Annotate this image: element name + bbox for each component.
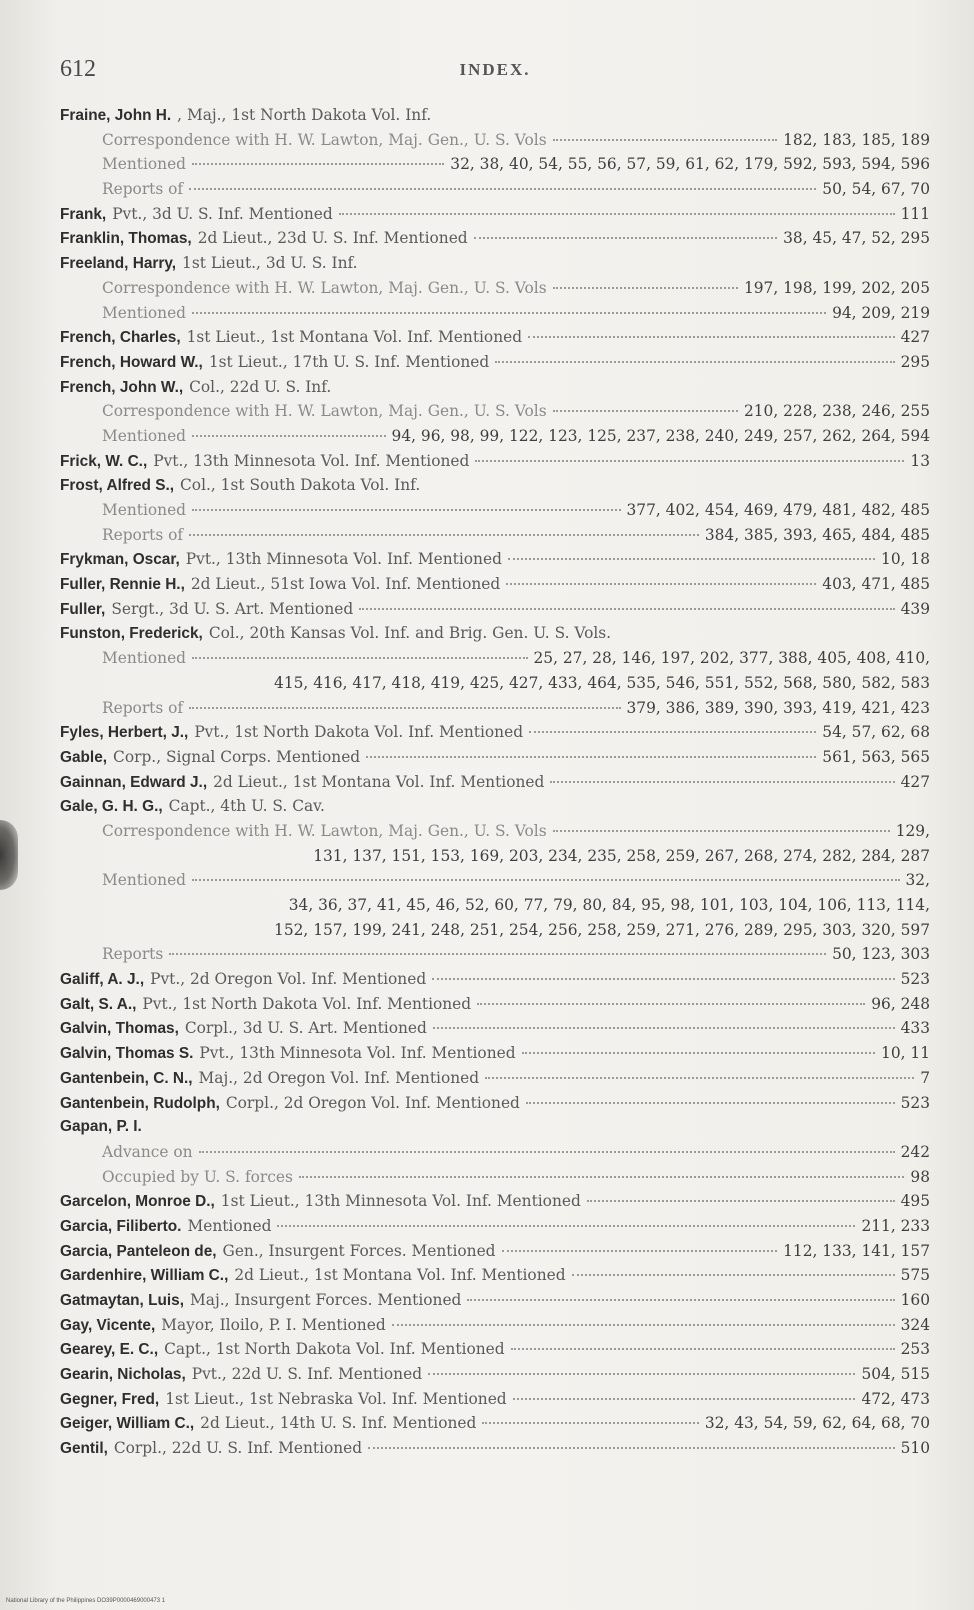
index-subentry bbox=[60, 152, 930, 177]
entry-description: Corpl., 22d U. S. Inf. Mentioned bbox=[113, 1439, 363, 1458]
page-references: 32, 43, 54, 59, 62, 64, 68, 70 bbox=[704, 1414, 930, 1433]
page-references: 32, bbox=[905, 871, 930, 890]
index-entry bbox=[60, 202, 930, 227]
entry-name: Freeland, Harry, bbox=[60, 255, 177, 273]
page-header bbox=[60, 56, 930, 86]
entry-name: Frykman, Oscar, bbox=[60, 551, 180, 569]
index-entry bbox=[60, 794, 930, 819]
page-references: 295 bbox=[900, 352, 930, 371]
entry-description: Mentioned bbox=[187, 1216, 272, 1235]
entry-name: Gantenbein, C. N., bbox=[60, 1069, 193, 1087]
index-entries bbox=[60, 103, 930, 1461]
dot-leader bbox=[366, 756, 816, 758]
page-references: 32, 38, 40, 54, 55, 56, 57, 59, 61, 62, 179, 592, 593, 594, 596 bbox=[450, 155, 930, 174]
page-references: 575 bbox=[900, 1266, 930, 1285]
dot-leader bbox=[550, 781, 894, 783]
entry-description: Pvt., 22d U. S. Inf. Mentioned bbox=[191, 1365, 423, 1384]
dot-leader bbox=[192, 657, 527, 659]
subentry-description: Advance on bbox=[102, 1142, 193, 1161]
index-entry bbox=[60, 1313, 930, 1338]
entry-name: Fraine, John H. bbox=[60, 107, 172, 124]
binding-shadow bbox=[0, 820, 18, 890]
page-references: 152, 157, 199, 241, 248, 251, 254, 256, 258, 259, 271, 276, 289, 295, 303, 320, 597 bbox=[274, 920, 930, 939]
entry-description: 2d Lieut., 23d U. S. Inf. Mentioned bbox=[197, 229, 468, 248]
entry-name: French, Charles, bbox=[60, 329, 181, 347]
index-entry bbox=[60, 1288, 930, 1313]
page-references: 403, 471, 485 bbox=[822, 575, 930, 594]
dot-leader bbox=[199, 1151, 895, 1153]
dot-leader bbox=[528, 336, 895, 338]
scan-footer: National Library of the Philippines DO39P0000469000473 1 bbox=[6, 1598, 166, 1604]
subentry-description: Reports of bbox=[102, 525, 184, 544]
index-subentry bbox=[60, 819, 930, 844]
page-references: 38, 45, 47, 52, 295 bbox=[783, 229, 930, 248]
entry-description: Col., 20th Kansas Vol. Inf. and Brig. Gen. U. S. Vols. bbox=[208, 624, 612, 643]
entry-name: Galvin, Thomas, bbox=[60, 1020, 179, 1038]
pages-continuation bbox=[60, 893, 930, 918]
dot-leader bbox=[502, 1250, 778, 1252]
page-references: 427 bbox=[900, 328, 930, 347]
page-references: 433 bbox=[900, 1019, 930, 1038]
entry-name: Gainnan, Edward J., bbox=[60, 773, 208, 791]
index-entry bbox=[60, 621, 930, 646]
entry-name: Franklin, Thomas, bbox=[60, 230, 192, 248]
page-references: 324 bbox=[900, 1315, 930, 1334]
dot-leader bbox=[192, 879, 899, 881]
subentry-description: Reports of bbox=[102, 698, 184, 717]
page-references: 253 bbox=[900, 1340, 930, 1359]
dot-leader bbox=[189, 534, 699, 536]
index-subentry bbox=[60, 177, 930, 202]
entry-description: 2d Lieut., 51st Iowa Vol. Inf. Mentioned bbox=[190, 575, 501, 594]
entry-name: Gentil, bbox=[60, 1440, 108, 1458]
index-entry bbox=[60, 547, 930, 572]
page-references: 10, 11 bbox=[881, 1044, 930, 1063]
dot-leader bbox=[474, 237, 777, 239]
index-subentry bbox=[60, 128, 930, 153]
page-references: 112, 133, 141, 157 bbox=[783, 1241, 930, 1260]
entry-name: Fyles, Herbert, J., bbox=[60, 724, 189, 742]
index-subentry bbox=[60, 301, 930, 326]
index-entry bbox=[60, 1387, 930, 1412]
index-entry bbox=[60, 226, 930, 251]
entry-description: , Maj., 1st North Dakota Vol. Inf. bbox=[177, 106, 432, 124]
entry-name: Gapan, P. I. bbox=[60, 1118, 142, 1136]
dot-leader bbox=[477, 1003, 865, 1005]
index-entry bbox=[60, 1214, 930, 1239]
index-entry bbox=[60, 1091, 930, 1116]
entry-description: Maj., 2d Oregon Vol. Inf. Mentioned bbox=[198, 1068, 480, 1087]
page-references: 98 bbox=[910, 1167, 930, 1186]
subentry-description: Mentioned bbox=[102, 871, 187, 890]
dot-leader bbox=[508, 558, 875, 560]
index-subentry bbox=[60, 942, 930, 967]
page-references: 182, 183, 185, 189 bbox=[783, 130, 930, 149]
index-subentry bbox=[60, 646, 930, 671]
index-subentry bbox=[60, 424, 930, 449]
entry-name: French, Howard W., bbox=[60, 353, 203, 371]
subentry-description: Mentioned bbox=[102, 303, 187, 322]
index-entry bbox=[60, 572, 930, 597]
index-entry bbox=[60, 1263, 930, 1288]
entry-name: Gable, bbox=[60, 748, 108, 766]
entry-name: Gatmaytan, Luis, bbox=[60, 1292, 185, 1309]
index-entry bbox=[60, 325, 930, 350]
dot-leader bbox=[475, 460, 904, 462]
dot-leader bbox=[432, 978, 894, 980]
entry-description: 2d Lieut., 1st Montana Vol. Inf. Mentioned bbox=[213, 772, 545, 791]
entry-description: 2d Lieut., 1st Montana Vol. Inf. Mentioned bbox=[234, 1266, 566, 1285]
page-references: 50, 54, 67, 70 bbox=[822, 180, 930, 199]
subentry-description: Mentioned bbox=[102, 426, 187, 445]
page-references: 504, 515 bbox=[861, 1365, 930, 1384]
entry-description: Corp., Signal Corps. Mentioned bbox=[113, 747, 361, 766]
dot-leader bbox=[169, 953, 826, 955]
page-references: 34, 36, 37, 41, 45, 46, 52, 60, 77, 79, 80, 84, 95, 98, 101, 103, 104, 106, 113, 114, bbox=[288, 896, 930, 914]
entry-description: Pvt., 1st North Dakota Vol. Inf. Mentioned bbox=[194, 723, 524, 742]
index-entry bbox=[60, 1066, 930, 1091]
page-references: 210, 228, 238, 246, 255 bbox=[743, 402, 930, 421]
dot-leader bbox=[495, 361, 894, 363]
page-references: 94, 209, 219 bbox=[832, 303, 930, 322]
index-entry bbox=[60, 770, 930, 795]
dot-leader bbox=[587, 1200, 895, 1202]
page-references: 50, 123, 303 bbox=[832, 945, 930, 964]
running-head: INDEX. bbox=[459, 60, 531, 79]
entry-description: 1st Lieut., 3d U. S. Inf. bbox=[182, 254, 358, 273]
index-subentry bbox=[60, 399, 930, 424]
entry-description: 2d Lieut., 14th U. S. Inf. Mentioned bbox=[200, 1414, 477, 1433]
index-entry bbox=[60, 1115, 930, 1140]
entry-name: Frost, Alfred S., bbox=[60, 477, 175, 495]
entry-description: Col., 22d U. S. Inf. bbox=[189, 377, 332, 396]
entry-name: Fuller, bbox=[60, 600, 106, 618]
pages-continuation bbox=[60, 844, 930, 869]
entry-name: Gearin, Nicholas, bbox=[60, 1366, 186, 1384]
subentry-description: Mentioned bbox=[102, 501, 187, 519]
index-entry bbox=[60, 251, 930, 276]
dot-leader bbox=[299, 1176, 905, 1178]
index-entry bbox=[60, 745, 930, 770]
dot-leader bbox=[553, 139, 778, 141]
page-references: 561, 563, 565 bbox=[822, 747, 930, 766]
dot-leader bbox=[511, 1348, 895, 1350]
entry-description: Maj., Insurgent Forces. Mentioned bbox=[190, 1291, 462, 1309]
entry-name: Frank, bbox=[60, 205, 107, 223]
page-references: 197, 198, 199, 202, 205 bbox=[743, 278, 930, 297]
page-references: 96, 248 bbox=[871, 994, 930, 1013]
subentry-description: Correspondence with H. W. Lawton, Maj. Gen., U. S. Vols bbox=[102, 278, 547, 297]
entry-description: Corpl., 2d Oregon Vol. Inf. Mentioned bbox=[225, 1093, 520, 1112]
page-references: 510 bbox=[900, 1439, 930, 1458]
page-references: 160 bbox=[900, 1291, 930, 1309]
page-references: 129, bbox=[895, 821, 930, 840]
page-references: 384, 385, 393, 465, 484, 485 bbox=[704, 525, 930, 544]
subentry-description: Correspondence with H. W. Lawton, Maj. Gen., U. S. Vols bbox=[102, 402, 547, 421]
dot-leader bbox=[368, 1447, 894, 1449]
entry-name: Gay, Vicente, bbox=[60, 1316, 156, 1334]
subentry-description: Correspondence with H. W. Lawton, Maj. Gen., U. S. Vols bbox=[102, 821, 547, 840]
page-references: 523 bbox=[900, 1093, 930, 1112]
page-references: 111 bbox=[900, 204, 930, 223]
dot-leader bbox=[192, 509, 620, 511]
entry-name: Galiff, A. J., bbox=[60, 971, 145, 989]
dot-leader bbox=[526, 1102, 895, 1104]
index-subentry bbox=[60, 498, 930, 523]
index-entry bbox=[60, 1411, 930, 1436]
page-references: 54, 57, 62, 68 bbox=[822, 723, 930, 742]
dot-leader bbox=[189, 707, 620, 709]
page-number: 612 bbox=[60, 56, 96, 82]
index-subentry bbox=[60, 1140, 930, 1165]
page-references: 7 bbox=[920, 1068, 930, 1087]
dot-leader bbox=[192, 435, 386, 437]
dot-leader bbox=[553, 830, 890, 832]
dot-leader bbox=[467, 1299, 894, 1301]
index-entry bbox=[60, 1362, 930, 1387]
entry-description: Mayor, Iloilo, P. I. Mentioned bbox=[161, 1315, 386, 1334]
entry-description: Capt., 4th U. S. Cav. bbox=[168, 797, 325, 816]
entry-name: Garcia, Panteleon de, bbox=[60, 1242, 217, 1260]
dot-leader bbox=[192, 312, 826, 314]
page-references: 379, 386, 389, 390, 393, 419, 421, 423 bbox=[626, 698, 930, 717]
entry-name: Gegner, Fred, bbox=[60, 1390, 160, 1408]
entry-description: Capt., 1st North Dakota Vol. Inf. Mentioned bbox=[164, 1340, 505, 1359]
page-references: 495 bbox=[900, 1192, 930, 1211]
index-entry bbox=[60, 1041, 930, 1066]
entry-description: Pvt., 13th Minnesota Vol. Inf. Mentioned bbox=[153, 451, 470, 470]
entry-name: Fuller, Rennie H., bbox=[60, 576, 185, 594]
page-references: 523 bbox=[900, 970, 930, 989]
entry-description: 1st Lieut., 1st Montana Vol. Inf. Mentioned bbox=[186, 328, 523, 347]
index-entry bbox=[60, 375, 930, 400]
page-references: 94, 96, 98, 99, 122, 123, 125, 237, 238, 240, 249, 257, 262, 264, 594 bbox=[391, 426, 930, 445]
entry-name: Gale, G. H. G., bbox=[60, 798, 163, 816]
entry-name: Garcelon, Monroe D., bbox=[60, 1193, 215, 1211]
dot-leader bbox=[553, 410, 738, 412]
page-references: 242 bbox=[900, 1142, 930, 1161]
page-references: 10, 18 bbox=[881, 550, 930, 569]
dot-leader bbox=[428, 1373, 855, 1375]
entry-name: Galt, S. A., bbox=[60, 995, 137, 1013]
entry-description: Gen., Insurgent Forces. Mentioned bbox=[222, 1241, 496, 1260]
subentry-description: Mentioned bbox=[102, 649, 187, 668]
entry-name: Funston, Frederick, bbox=[60, 625, 203, 643]
subentry-description: Mentioned bbox=[102, 155, 187, 174]
dot-leader bbox=[553, 287, 738, 289]
dot-leader bbox=[339, 213, 895, 215]
dot-leader bbox=[192, 163, 444, 165]
entry-name: Frick, W. C., bbox=[60, 452, 148, 470]
dot-leader bbox=[359, 608, 894, 610]
entry-name: Gantenbein, Rudolph, bbox=[60, 1094, 220, 1112]
subentry-description: Correspondence with H. W. Lawton, Maj. Gen., U. S. Vols bbox=[102, 130, 547, 149]
dot-leader bbox=[572, 1274, 895, 1276]
dot-leader bbox=[529, 731, 816, 733]
entry-name: French, John W., bbox=[60, 378, 184, 396]
entry-description: Sergt., 3d U. S. Art. Mentioned bbox=[111, 599, 354, 618]
pages-continuation bbox=[60, 671, 930, 696]
index-subentry bbox=[60, 523, 930, 548]
dot-leader bbox=[392, 1324, 895, 1326]
index-entry bbox=[60, 103, 930, 128]
entry-description: Pvt., 2d Oregon Vol. Inf. Mentioned bbox=[150, 970, 427, 989]
index-entry bbox=[60, 1189, 930, 1214]
entry-name: Garcia, Filiberto. bbox=[60, 1217, 182, 1235]
dot-leader bbox=[485, 1077, 914, 1079]
dot-leader bbox=[189, 188, 816, 190]
page-references: 13 bbox=[910, 451, 930, 470]
page-references: 439 bbox=[900, 599, 930, 618]
entry-name: Gearey, E. C., bbox=[60, 1341, 159, 1359]
page-references: 211, 233 bbox=[861, 1216, 930, 1235]
index-entry bbox=[60, 967, 930, 992]
index-entry bbox=[60, 1016, 930, 1041]
page-references: 415, 416, 417, 418, 419, 425, 427, 433, 464, 535, 546, 551, 552, 568, 580, 582, 583 bbox=[274, 673, 930, 692]
dot-leader bbox=[506, 583, 816, 585]
index-entry bbox=[60, 1337, 930, 1362]
entry-description: Pvt., 1st North Dakota Vol. Inf. Mentioned bbox=[142, 994, 472, 1013]
index-entry bbox=[60, 449, 930, 474]
index-entry bbox=[60, 1436, 930, 1461]
page-references: 427 bbox=[900, 772, 930, 791]
dot-leader bbox=[482, 1422, 698, 1424]
index-entry bbox=[60, 720, 930, 745]
index-entry bbox=[60, 350, 930, 375]
subentry-description: Occupied by U. S. forces bbox=[102, 1167, 293, 1186]
dot-leader bbox=[522, 1052, 875, 1054]
page-references: 131, 137, 151, 153, 169, 203, 234, 235, 258, 259, 267, 268, 274, 282, 284, 287 bbox=[313, 846, 930, 865]
index-subentry bbox=[60, 696, 930, 721]
entry-name: Gardenhire, William C., bbox=[60, 1267, 229, 1285]
entry-description: 1st Lieut., 13th Minnesota Vol. Inf. Mentioned bbox=[220, 1192, 581, 1211]
page-references: 25, 27, 28, 146, 197, 202, 377, 388, 405, 408, 410, bbox=[533, 649, 930, 668]
entry-description: Col., 1st South Dakota Vol. Inf. bbox=[180, 476, 421, 495]
entry-description: Corpl., 3d U. S. Art. Mentioned bbox=[184, 1019, 427, 1038]
index-entry bbox=[60, 1239, 930, 1264]
index-entry bbox=[60, 992, 930, 1017]
page-references: 472, 473 bbox=[861, 1389, 930, 1408]
dot-leader bbox=[277, 1225, 855, 1227]
subentry-description: Reports of bbox=[102, 180, 184, 199]
dot-leader bbox=[433, 1027, 895, 1029]
index-subentry bbox=[60, 868, 930, 893]
subentry-description: Reports bbox=[102, 945, 164, 964]
index-entry bbox=[60, 597, 930, 622]
entry-description: 1st Lieut., 17th U. S. Inf. Mentioned bbox=[208, 352, 490, 371]
index-subentry bbox=[60, 276, 930, 301]
entry-name: Geiger, William C., bbox=[60, 1415, 195, 1433]
index-subentry bbox=[60, 1165, 930, 1190]
entry-description: Pvt., 3d U. S. Inf. Mentioned bbox=[112, 204, 333, 223]
entry-description: 1st Lieut., 1st Nebraska Vol. Inf. Mentioned bbox=[165, 1389, 507, 1408]
entry-description: Pvt., 13th Minnesota Vol. Inf. Mentioned bbox=[199, 1044, 516, 1063]
entry-name: Galvin, Thomas S. bbox=[60, 1045, 194, 1063]
page-references: 377, 402, 454, 469, 479, 481, 482, 485 bbox=[626, 501, 930, 519]
pages-continuation bbox=[60, 918, 930, 943]
index-entry bbox=[60, 473, 930, 498]
entry-description: Pvt., 13th Minnesota Vol. Inf. Mentioned bbox=[185, 550, 502, 569]
dot-leader bbox=[513, 1398, 856, 1400]
